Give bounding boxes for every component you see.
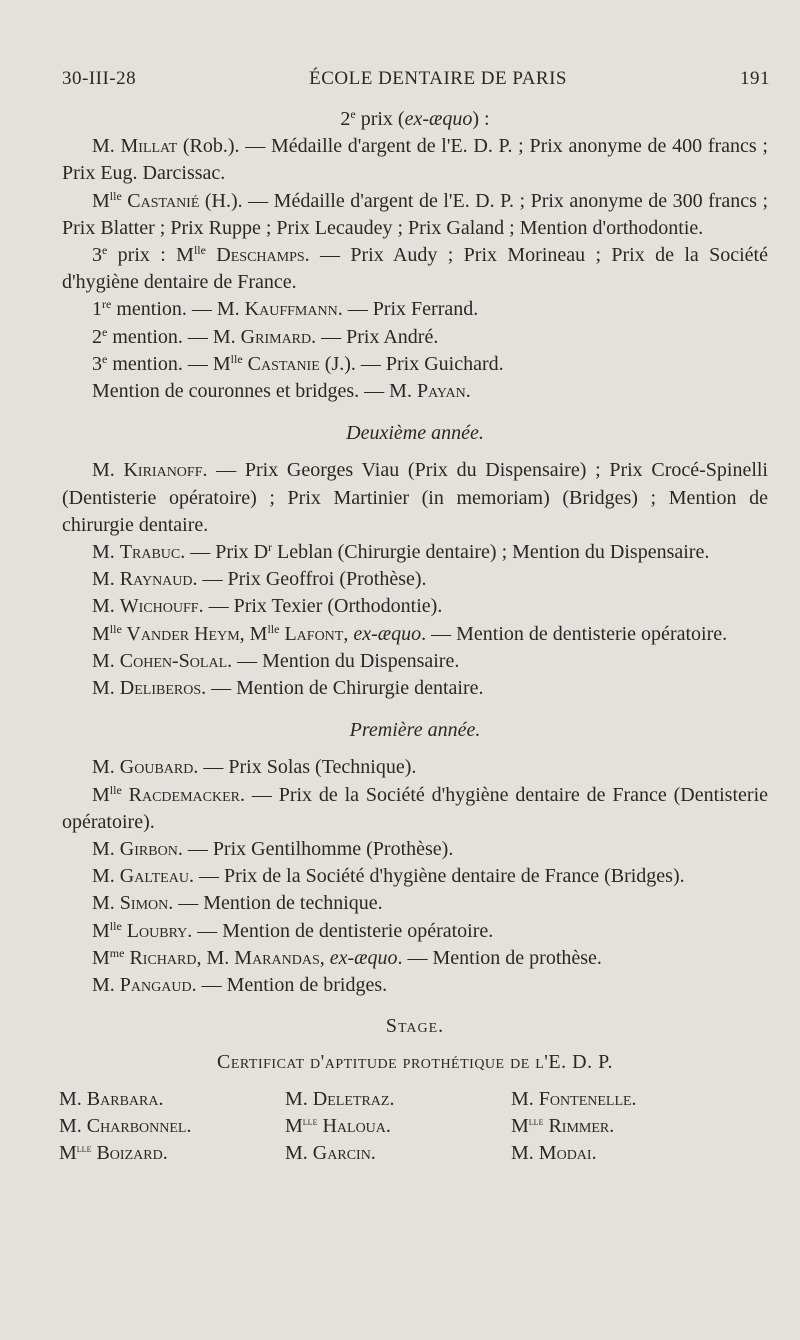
section-premiere-annee: Première année. (349, 719, 481, 742)
entry-raynaud: M. Raynaud. — Prix Geoffroi (Prothèse). (92, 568, 427, 591)
mention-couronnes: Mention de couronnes et bridges. — M. Payan. (92, 380, 471, 403)
cert-name: M. Charbonnel. (59, 1114, 192, 1137)
cert-name: M. Garcin. (285, 1142, 376, 1165)
page-header (62, 68, 770, 90)
mention-1: 1re mention. — M. Kauffmann. — Prix Ferrand. (92, 297, 479, 321)
entry-millat: M. Millat (Rob.). — Médaille d'argent de l'E. D. P. ; Prix anonyme de 400 francs ; Prix Eug. Darcissac. (62, 135, 768, 185)
header-title: ÉCOLE DENTAIRE DE PARIS (309, 68, 567, 89)
cert-name: M. Deletraz. (285, 1087, 395, 1110)
cert-name: M. Barbara. (59, 1087, 164, 1110)
entry-loubry: $M^{lle}$ Loubry. — Mention de dentisterie opératoire. (92, 918, 494, 942)
entry-kirianoff: M. Kirianoff. — Prix Georges Viau (Prix du Dispensaire) ; Prix Crocé-Spinelli (Dentisterie opératoire) ; Prix Martinier (in memoriam) (Bridges) ; Mention de chirurgie dentaire. (62, 459, 768, 536)
mention-2: 2e mention. — M. Grimard. — Prix André. (92, 324, 439, 348)
stage-heading: Stage. (385, 1015, 445, 1038)
entry-cohen-solal: M. Cohen-Solal. — Mention du Dispensaire. (92, 649, 460, 672)
section-deuxieme-annee: Deuxième année. (346, 422, 484, 445)
entry-richard: $M^{me}$ Richard, M. Marandas, ex-æquo. — Mention de prothèse. (92, 945, 602, 969)
entry-simon: M. Simon. — Mention de technique. (92, 892, 383, 915)
entry-girbon: M. Girbon. — Prix Gentilhomme (Prothèse). (92, 838, 454, 861)
header-date: 30-III-28 (62, 68, 137, 89)
entry-vander-heym: $M^{lle}$ Vander Heym, $M^{lle}$ Lafont, ex-æquo. — Mention de dentisterie opératoire. (92, 621, 728, 645)
cert-name: $M^{lle}$ Haloua. (285, 1113, 391, 1137)
entry-wichouff: M. Wichouff. — Prix Texier (Orthodontie). (92, 595, 443, 618)
entry-deliberos: M. Deliberos. — Mention de Chirurgie dentaire. (92, 677, 484, 700)
entry-castanie-h: $M^{lle}$ Castanié (H.). — Médaille d'argent de l'E. D. P. ; Prix anonyme de 300 francs ; Prix Blatter ; Prix Ruppe ; Prix Lecaudey ; Prix Galand ; Mention d'orthodontie. (62, 188, 768, 239)
cert-name: M. Modai. (511, 1142, 597, 1165)
page-content (59, 106, 768, 1167)
cert-name: $M^{lle}$ Rimmer. (511, 1113, 615, 1137)
certificat-heading: Certificat d'aptitude prothétique de l'E. D. P. (217, 1050, 613, 1073)
cert-name: $M^{lle}$ Boizard. (59, 1140, 168, 1165)
entry-trabuc: M. Trabuc. — Prix $D^r$ Leblan (Chirurgie dentaire) ; Mention du Dispensaire. (92, 539, 710, 564)
entry-galteau: M. Galteau. — Prix de la Société d'hygiène dentaire de France (Bridges). (92, 865, 685, 888)
third-prize: 3e prix : $M^{lle}$ Deschamps. — Prix Audy ; Prix Morineau ; Prix de la Société d'hygiène dentaire de France. (62, 242, 768, 294)
cert-name: M. Fontenelle. (511, 1087, 637, 1110)
certificat-name-grid (59, 1086, 768, 1168)
entry-racdemacker: $M^{lle}$ Racdemacker. — Prix de la Société d'hygiène dentaire de France (Dentisterie opératoire). (62, 782, 768, 833)
mention-3: 3e mention. — $M^{lle}$ Castanie (J.). — Prix Guichard. (92, 351, 504, 375)
second-prize-heading: 2e prix (ex-æquo) : (340, 106, 490, 130)
entry-goubard: M. Goubard. — Prix Solas (Technique). (92, 756, 417, 779)
header-page-number: 191 (739, 68, 770, 89)
entry-pangaud: M. Pangaud. — Mention de bridges. (92, 974, 388, 997)
